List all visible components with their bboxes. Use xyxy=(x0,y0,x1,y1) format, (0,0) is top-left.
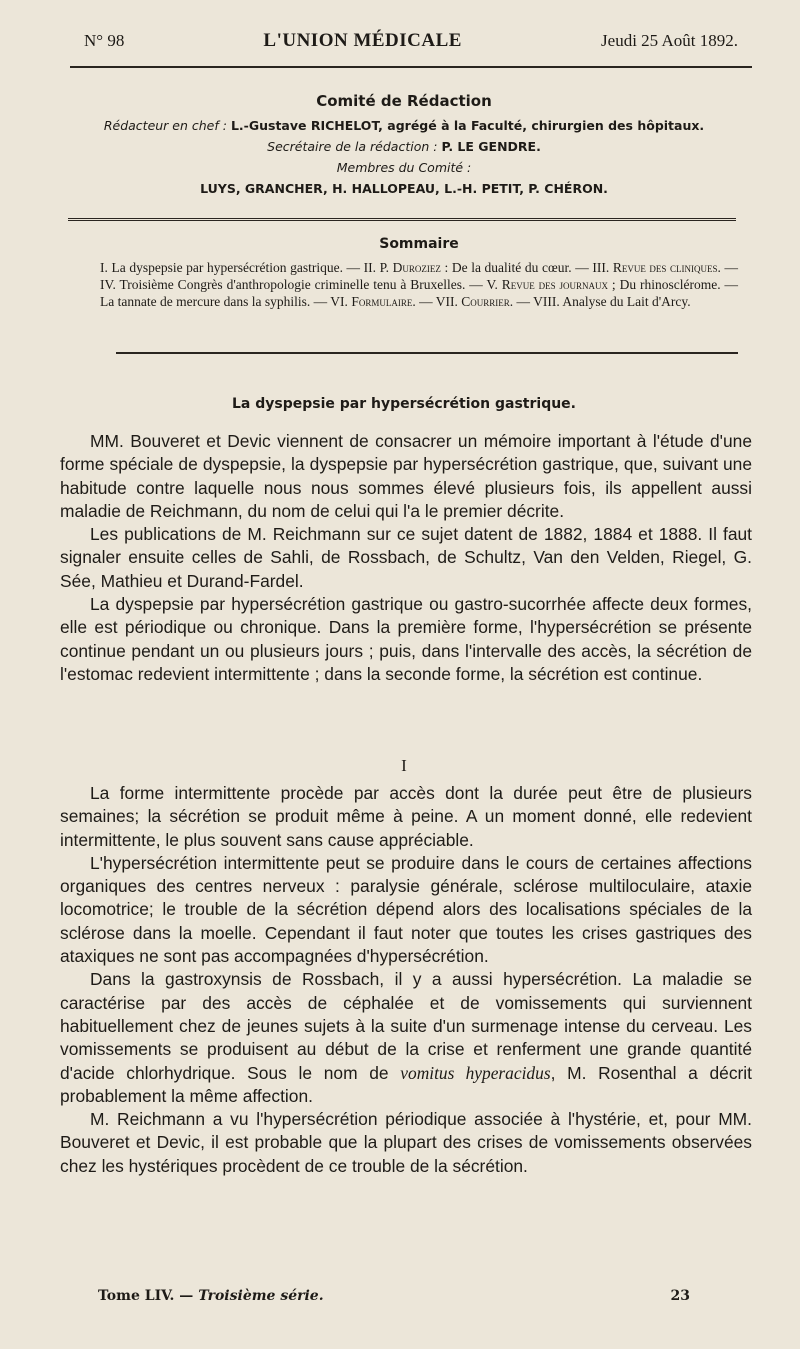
page-footer xyxy=(98,1288,690,1304)
paragraph: MM. Bouveret et Devic viennent de consacrer un mémoire important à l'étude d'une forme spéciale de dyspepsie, la dyspepsie par hypersécrétion gastrique, que, suivant une habitude contre laquelle nous nous sommes élevé plusieurs fois, ils appellent aussi maladie de Reichmann, du nom de celui qui l'a le premier décrite. xyxy=(60,431,752,521)
article-body-part2 xyxy=(60,782,752,1178)
volume-info: Tome LIV. — Troisième série. xyxy=(98,1288,324,1304)
sommaire-rule xyxy=(116,352,738,354)
secretary-label: Secrétaire de la rédaction : xyxy=(267,139,438,154)
paragraph: La dyspepsie par hypersécrétion gastrique ou gastro-sucorrhée affecte deux formes, elle est périodique ou chronique. Dans la première forme, l'hypersécrétion se présente continue pendant un ou plusieurs jours ; puis, dans l'intervalle des accès, la sécrétion de l'estomac redevient intermittente ; dans la seconde forme, la sécrétion est continue. xyxy=(60,594,752,684)
journal-title: L'UNION MÉDICALE xyxy=(263,30,462,51)
paragraph: L'hypersécrétion intermittente peut se produire dans le cours de certaines affections organiques des centres nerveux : paralysie générale, sclérose multiloculaire, ataxie locomotrice; le trouble de la sécrétion dépend alors des localisations spéciales de la sclérose dans la moelle. Cependant il faut noter que toutes les crises gastriques des ataxiques ne sont pas accompagnées d'hypersécrétion. xyxy=(60,852,752,967)
header-rule xyxy=(70,66,752,68)
members-line: LUYS, GRANCHER, H. HALLOPEAU, L.-H. PETIT, P. CHÉRON. xyxy=(200,181,608,196)
paragraph: Les publications de M. Reichmann sur ce sujet datent de 1882, 1884 et 1888. Il faut signaler ensuite celles de Sahli, de Rossbach, de Schultz, Van den Velden, Riegel, G. Sée, Mathieu et Durand-Fardel. xyxy=(60,524,752,591)
page-number: 23 xyxy=(670,1288,690,1304)
sommaire-body: I. La dyspepsie par hypersécrétion gastrique. — II. P. Duroziez : De la dualité du cœur. — III. Revue des cliniques. — IV. Troisième Congrès d'anthropologie criminelle tenu à Bruxelles. — V. Revue des journaux ; Du rhinosclérome. — La tannate de mercure dans la syphilis. — VI. Formulaire. — VII. Courrier. — VIII. Analyse du Lait d'Arcy. xyxy=(100,260,739,309)
article-body-part1 xyxy=(60,430,752,686)
paragraph: M. Reichmann a vu l'hypersécrétion périodique associée à l'hystérie, et, pour MM. Bouveret et Devic, il est probable que la plupart des crises de vomissements observées chez les hystériques procèdent de ce trouble de la sécrétion. xyxy=(60,1109,752,1176)
committee-title: Comité de Rédaction xyxy=(316,92,492,110)
issue-date: Jeudi 25 Août 1892. xyxy=(601,31,738,50)
table-of-contents xyxy=(100,236,738,310)
editor-line xyxy=(60,118,748,133)
page-header xyxy=(84,30,738,56)
editorial-committee xyxy=(60,92,748,202)
members-label: Membres du Comité : xyxy=(336,160,472,175)
sommaire-title: Sommaire xyxy=(379,236,459,252)
article-title: La dyspepsie par hypersécrétion gastrique. xyxy=(232,396,576,412)
section-number: I xyxy=(401,756,407,775)
issue-number: N° 98 xyxy=(84,31,125,50)
committee-rule xyxy=(68,218,736,225)
secretary-name: P. LE GENDRE. xyxy=(441,139,541,154)
editor-label: Rédacteur en chef : xyxy=(103,118,227,133)
paragraph: Dans la gastroxynsis de Rossbach, il y a aussi hypersécrétion. La maladie se caractérise par des accès de céphalée et de vomissements qui surviennent habituellement chez de jeunes sujets à la suite d'un surmenage intense du cerveau. Les vomissements se produisent au début de la crise et renferment une grande quantité d'acide chlorhydrique. Sous le nom de vomitus hyperacidus, M. Rosenthal a décrit probablement la même affection. xyxy=(60,969,753,1106)
editor-name: L.-Gustave RICHELOT, agrégé à la Faculté, chirurgien des hôpitaux. xyxy=(230,118,705,133)
secretary-line xyxy=(60,139,748,154)
paragraph: La forme intermittente procède par accès dont la durée peut être de plusieurs semaines; la sécrétion se produit même à peine. A un moment donné, elle redevient intermittente, le plus souvent sans cause appréciable. xyxy=(60,783,752,850)
